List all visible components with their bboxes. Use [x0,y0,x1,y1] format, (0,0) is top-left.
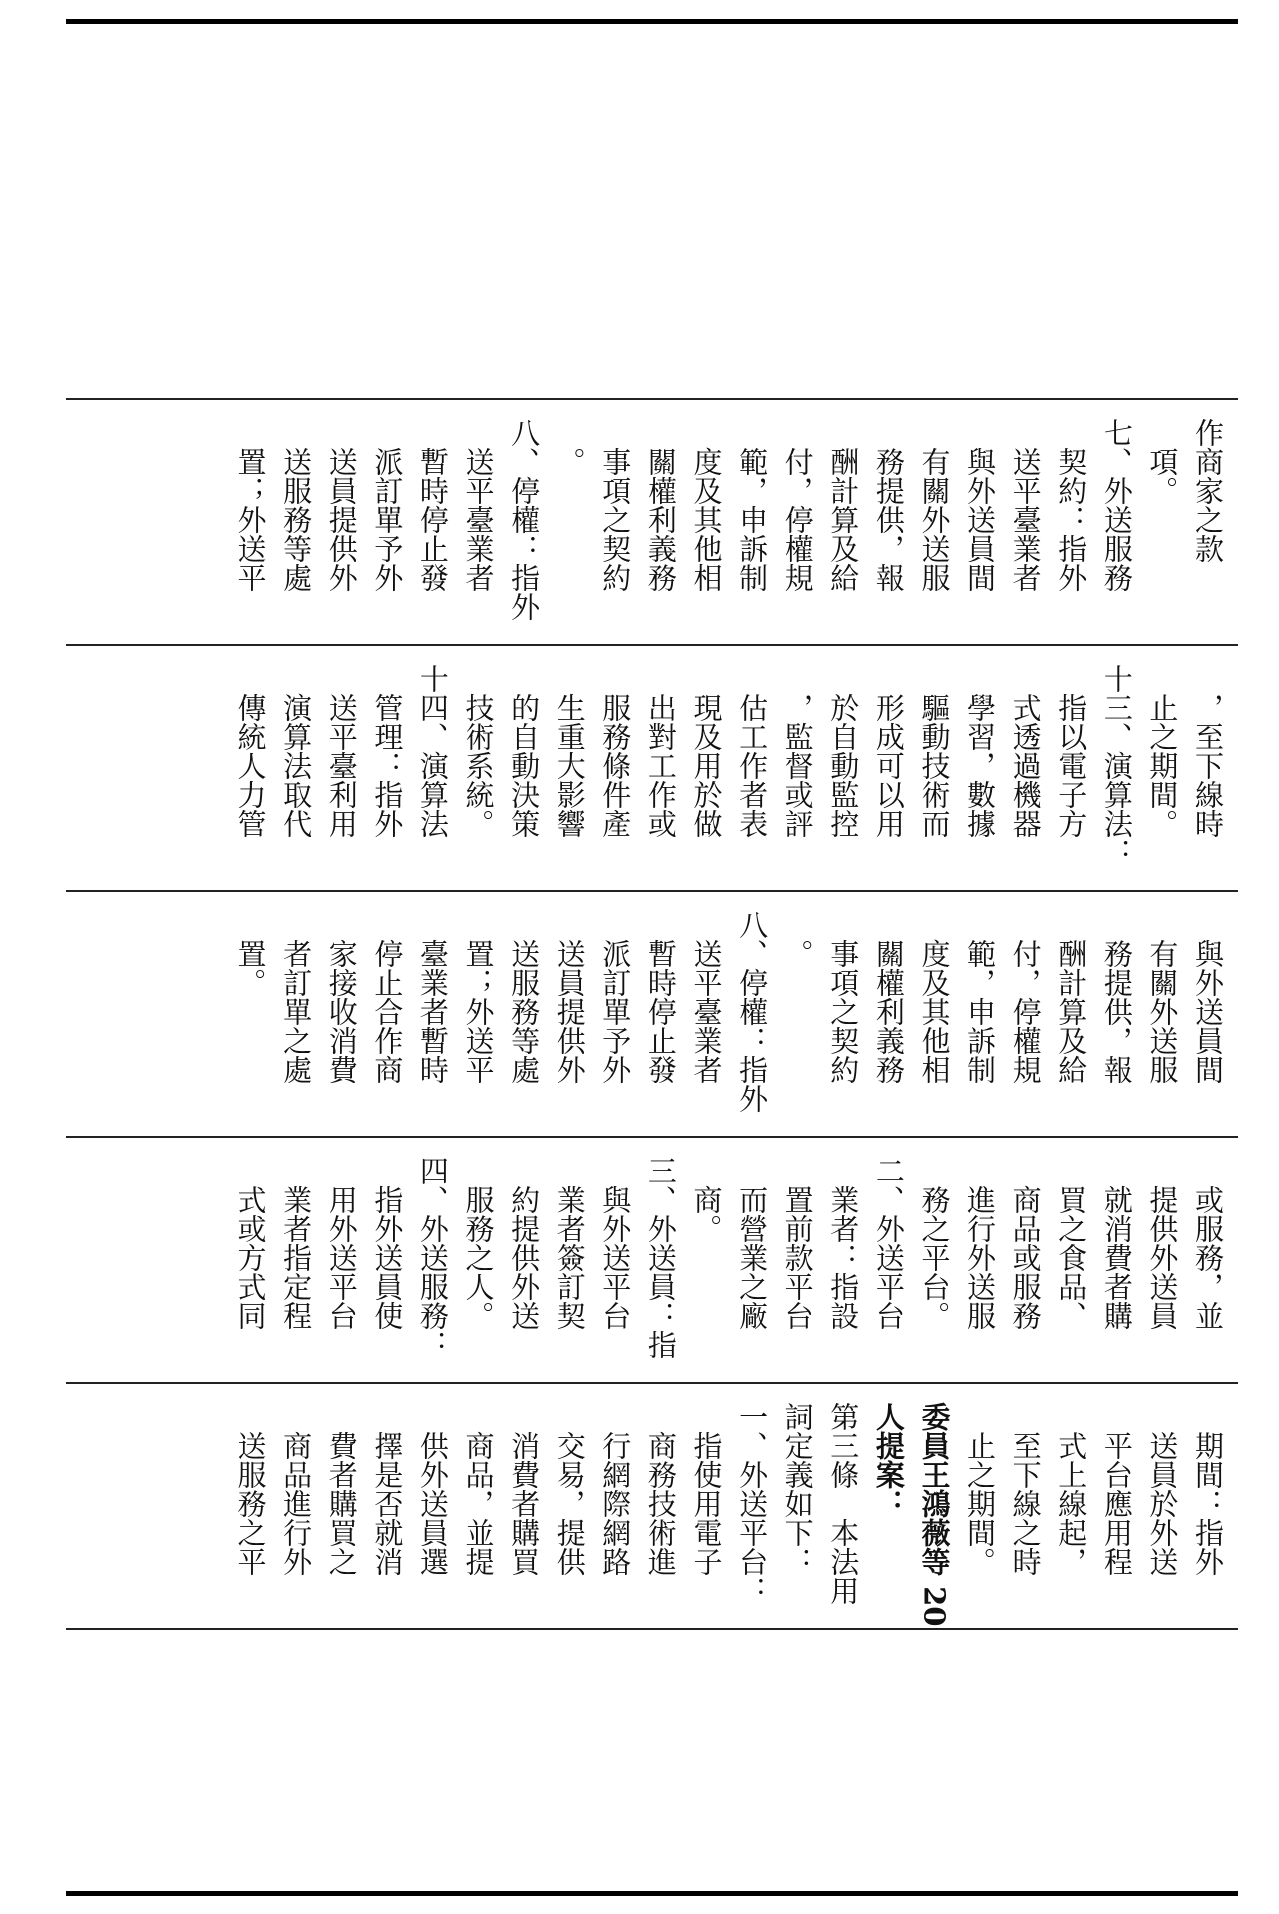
row-2-text [227,664,1230,878]
text-column: 演算法取代 [279,664,314,838]
text-column: 八、停權：指外 [507,418,542,621]
text-column: 暫時停止發 [643,910,678,1084]
text-column: 暫時停止發 [415,418,450,592]
text-column: 送員提供外 [552,910,587,1084]
text-column: 家接收消費 [324,910,359,1084]
text-column: 指使用電子 [689,1402,724,1576]
text-column: 期間：指外 [1191,1402,1225,1576]
text-column: 商務技術進 [643,1402,678,1576]
text-column: 擇是否就消 [370,1402,405,1576]
row-3-text [227,910,1230,1124]
text-column: 關權利義務 [871,910,906,1084]
text-column: 進行外送服 [963,1156,998,1330]
text-column: 商品進行外 [279,1402,314,1576]
text-column: 生重大影響 [552,664,587,838]
text-column: 指外送員使 [370,1156,405,1330]
text-column: 與外送員間 [1191,910,1225,1084]
text-column: 提供外送員 [1145,1156,1180,1330]
text-column: 式上線起， [1054,1402,1089,1576]
text-column: 就消費者購 [1099,1156,1134,1330]
text-column: 送平臺業者 [1008,418,1043,592]
text-column: 範，申訴制 [963,910,998,1084]
text-column: 四、外送服務： [415,1156,450,1359]
text-column: 。 [552,418,587,476]
text-column: 平台應用程 [1099,1402,1134,1576]
text-column: 式或方式同 [233,1156,268,1330]
text-column: 學習，數據 [963,664,998,838]
bottom-rule [66,1891,1238,1896]
text-column: 與外送員間 [963,418,998,592]
text-column: 關權利義務 [643,418,678,592]
table-row-3 [66,892,1238,1136]
text-column: 有關外送服 [1145,910,1180,1084]
text-column: 酬計算及給 [826,418,861,592]
text-column: 業者指定程 [279,1156,314,1330]
text-column: 估工作者表 [735,664,770,838]
text-column: 。 [780,910,815,968]
text-column: 送平臺業者 [461,418,496,592]
text-column: 送員於外送 [1145,1402,1180,1576]
table-row-2 [66,646,1238,890]
text-column: 作商家之款 [1191,418,1225,563]
text-column: 範，申訴制 [735,418,770,592]
text-column: 委員王鴻薇等 20 [917,1402,952,1627]
text-column: 事項之契約 [598,418,633,592]
text-column: 買之食品、 [1054,1156,1089,1330]
text-column: 二、外送平台 [871,1156,906,1330]
text-column: 形成可以用 [871,664,906,838]
text-column: 七、外送服務 [1099,418,1134,592]
text-column: 十四、演算法 [415,664,450,838]
text-column: ，至下線時 [1191,664,1225,838]
text-column: 第三條 本法用 [826,1402,861,1605]
text-column: 事項之契約 [826,910,861,1084]
text-column: 十三、演算法： [1099,664,1134,867]
text-column: 置；外送平 [233,418,268,592]
text-column: 項。 [1145,418,1180,505]
text-column: 用外送平台 [324,1156,359,1330]
text-column: 交易，提供 [552,1402,587,1576]
text-column: 業者簽訂契 [552,1156,587,1330]
table-row-4 [66,1138,1238,1382]
text-column: 行網際網路 [598,1402,633,1576]
text-column: 派訂單予外 [598,910,633,1084]
text-column: 一、外送平台： [735,1402,770,1605]
text-column: 送服務等處 [507,910,542,1084]
text-column: 務提供，報 [871,418,906,592]
text-column: 而營業之廠 [735,1156,770,1330]
text-column: 驅動技術而 [917,664,952,838]
text-column: 置前款平台 [780,1156,815,1330]
text-column: 有關外送服 [917,418,952,592]
text-column: 商品或服務 [1008,1156,1043,1330]
text-column: 派訂單予外 [370,418,405,592]
text-column: 於自動監控 [826,664,861,838]
text-column: 人提案： [871,1402,906,1518]
text-column: 酬計算及給 [1054,910,1089,1084]
text-column: 度及其他相 [917,910,952,1084]
text-column: 送平臺業者 [689,910,724,1084]
text-column: 消費者購買 [507,1402,542,1576]
text-column: 式透過機器 [1008,664,1043,838]
text-column: 契約：指外 [1054,418,1089,592]
text-column: 送服務之平 [233,1402,268,1576]
text-column: 度及其他相 [689,418,724,592]
text-column: 停止合作商 [370,910,405,1084]
text-column: 付，停權規 [780,418,815,592]
text-column: 或服務，並 [1191,1156,1225,1330]
text-column: 與外送平台 [598,1156,633,1330]
text-column: 傳統人力管 [233,664,268,838]
text-column: 服務條件產 [598,664,633,838]
row-divider [66,1628,1238,1630]
text-column: 商品，並提 [461,1402,496,1576]
text-column: 置。 [233,910,268,997]
text-column: 付，停權規 [1008,910,1043,1084]
text-column: 置；外送平 [461,910,496,1084]
row-4-text [227,1156,1230,1370]
text-column: 者訂單之處 [279,910,314,1084]
text-column: 服務之人。 [461,1156,496,1330]
text-column: 約提供外送 [507,1156,542,1330]
text-column: 指以電子方 [1054,664,1089,838]
text-column: 至下線之時 [1008,1402,1043,1576]
text-column: 送員提供外 [324,418,359,592]
document-table [66,398,1238,1634]
text-column: 出對工作或 [643,664,678,838]
text-column: 送平臺利用 [324,664,359,838]
row-5-text [227,1402,1230,1627]
text-column: 止之期間。 [963,1402,998,1576]
text-column: 臺業者暫時 [415,910,450,1084]
table-row-5 [66,1384,1238,1628]
text-column: 務提供，報 [1099,910,1134,1084]
table-row-1 [66,400,1238,644]
text-column: 詞定義如下： [780,1402,815,1576]
text-column: 管理：指外 [370,664,405,838]
row-1-text [227,418,1230,632]
text-column: 費者購買之 [324,1402,359,1576]
text-column: 業者：指設 [826,1156,861,1330]
text-column: 三、外送員：指 [643,1156,678,1359]
text-column: 送服務等處 [279,418,314,592]
text-column: 商。 [689,1156,724,1243]
text-column: 止之期間。 [1145,664,1180,838]
text-column: 八、停權：指外 [735,910,770,1113]
text-column: 務之平台。 [917,1156,952,1330]
text-column: 供外送員選 [415,1402,450,1576]
text-column: ，監督或評 [780,664,815,838]
text-column: 技術系統。 [461,664,496,838]
text-column: 的自動決策 [507,664,542,838]
text-column: 現及用於做 [689,664,724,838]
top-rule [66,19,1238,24]
